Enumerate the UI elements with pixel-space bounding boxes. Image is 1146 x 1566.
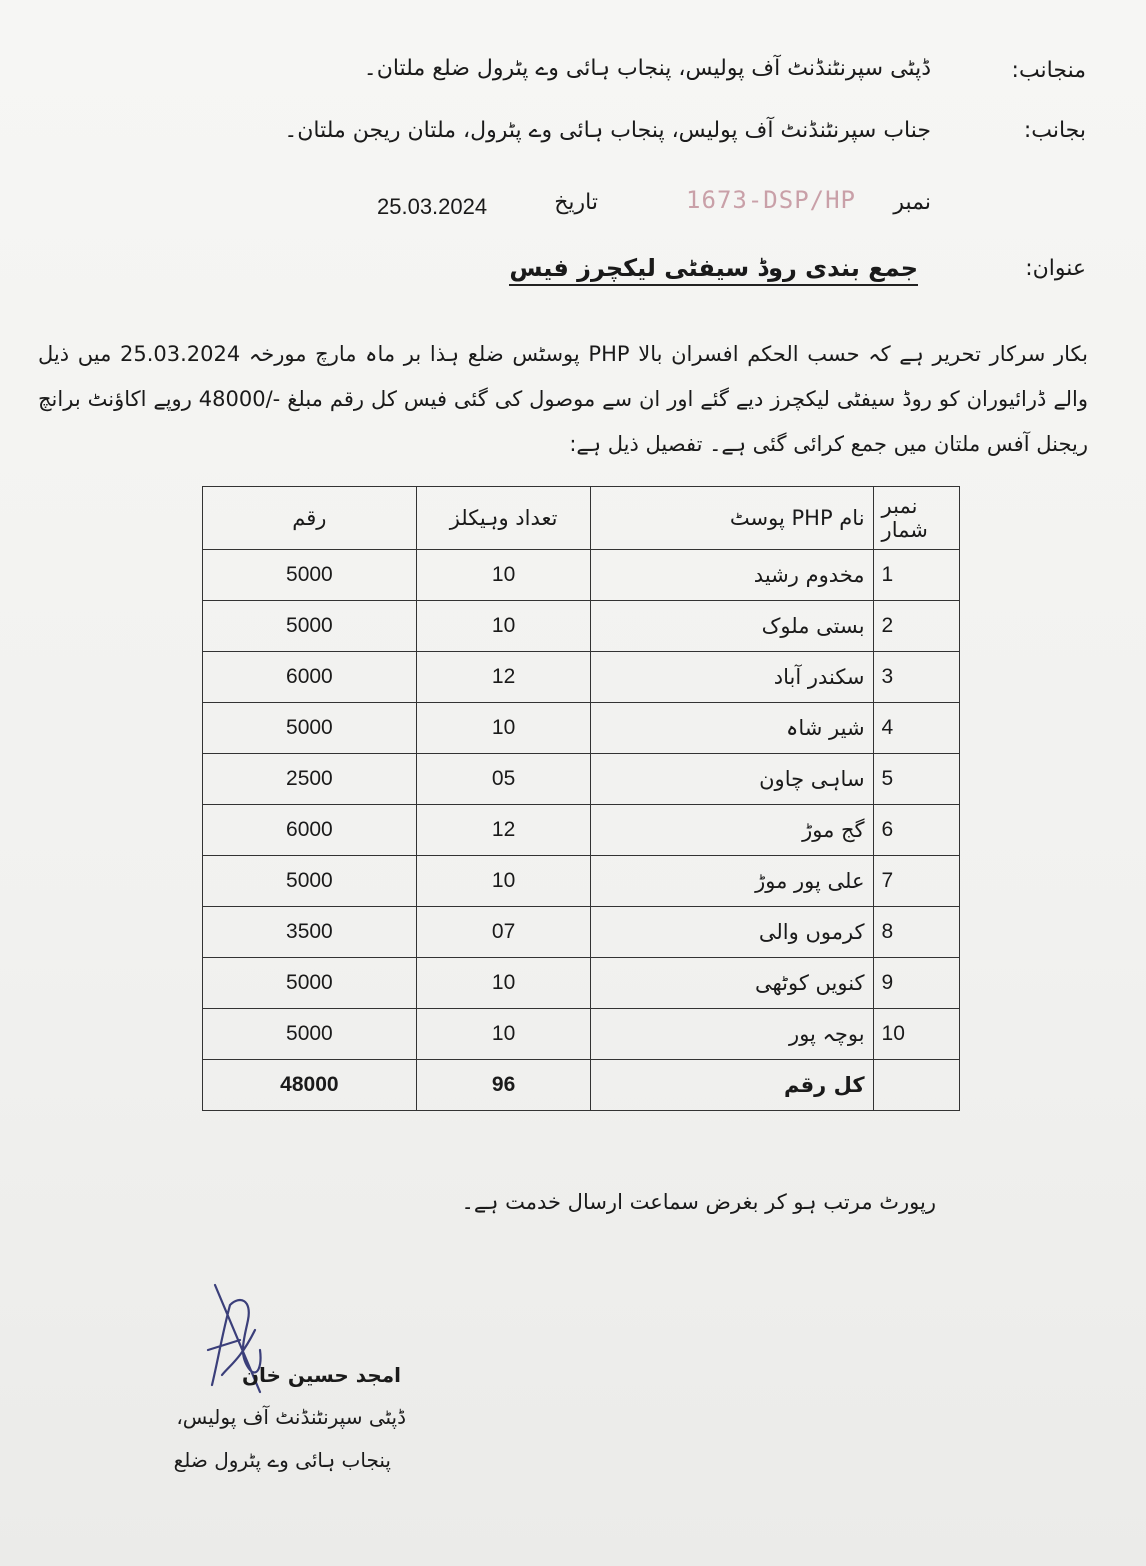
total-count: 96 (416, 1060, 591, 1111)
cell-count: 10 (416, 601, 591, 652)
date-label: تاریخ (554, 190, 598, 215)
signatory-title-line1: ڈپٹی سپرنٹنڈنٹ آف پولیس، (176, 1405, 406, 1429)
signatory-name: امجد حسین خان (241, 1363, 401, 1387)
table-row (203, 1009, 960, 1060)
cell-count: 10 (416, 856, 591, 907)
table-row (203, 652, 960, 703)
cell-post: بوچہ پور (591, 1009, 873, 1060)
cell-amount: 5000 (203, 1009, 417, 1060)
cell-post: بستی ملوک (591, 601, 873, 652)
cell-count: 12 (416, 652, 591, 703)
cell-post: شیر شاہ (591, 703, 873, 754)
cell-count: 07 (416, 907, 591, 958)
cell-serial: 4 (873, 703, 959, 754)
cell-amount: 5000 (203, 958, 417, 1009)
date-value: 25.03.2024 (377, 194, 488, 219)
cell-amount: 5000 (203, 703, 417, 754)
cell-serial: 2 (873, 601, 959, 652)
cell-post: سکندر آباد (591, 652, 873, 703)
cell-amount: 5000 (203, 601, 417, 652)
cell-serial: 5 (873, 754, 959, 805)
header-count: تعداد وہیکلز (416, 487, 591, 550)
cell-post: علی پور موڑ (591, 856, 873, 907)
cell-serial: 9 (873, 958, 959, 1009)
to-text: جناب سپرنٹنڈنٹ آف پولیس، پنجاب ہائی وے پٹرول، ملتان ریجن ملتان۔ (284, 118, 931, 143)
cell-amount: 2500 (203, 754, 417, 805)
cell-empty (873, 1060, 959, 1111)
cell-serial: 8 (873, 907, 959, 958)
reference-number: 1673-DSP/HP (686, 186, 856, 214)
cell-post: ساہی چاون (591, 754, 873, 805)
signatory-title-line2: پنجاب ہائی وے پٹرول ضلع (173, 1448, 391, 1472)
cell-serial: 10 (873, 1009, 959, 1060)
cell-count: 10 (416, 550, 591, 601)
cell-amount: 6000 (203, 652, 417, 703)
header-serial: نمبر شمار (873, 487, 959, 550)
closing-line: رپورٹ مرتب ہو کر بغرض سماعت ارسال خدمت ہے۔ (461, 1190, 936, 1214)
table-row (203, 805, 960, 856)
cell-count: 10 (416, 1009, 591, 1060)
header-post: نام PHP پوسٹ (591, 487, 873, 550)
from-text: ڈپٹی سپرنٹنڈنٹ آف پولیس، پنجاب ہائی وے پٹرول ضلع ملتان۔ (363, 56, 931, 81)
total-row (203, 1060, 960, 1111)
cell-amount: 6000 (203, 805, 417, 856)
cell-count: 12 (416, 805, 591, 856)
cell-serial: 7 (873, 856, 959, 907)
table-row (203, 550, 960, 601)
table-row (203, 856, 960, 907)
cell-count: 10 (416, 958, 591, 1009)
table-row (203, 601, 960, 652)
table-row (203, 754, 960, 805)
cell-amount: 5000 (203, 550, 417, 601)
body-paragraph: بکار سرکار تحریر ہے کہ حسب الحکم افسران بالا PHP پوسٹس ضلع ہذا بر ماہ مارچ مورخہ 25.03.2024 میں ذیل والے ڈرائیوران کو روڈ سیفٹی لیکچرز دیے گئے اور ان سے موصول کی گئی فیس کل رقم مبلغ -/48000 روپے اکاؤنٹ برانچ ریجنل آفس ملتان میں جمع کرائی گئی ہے۔ تفصیل ذیل ہے: (38, 342, 1088, 456)
to-label: بجانب: (1023, 118, 1086, 143)
table-row (203, 703, 960, 754)
cell-amount: 3500 (203, 907, 417, 958)
total-amount: 48000 (203, 1060, 417, 1111)
table-row (203, 907, 960, 958)
cell-count: 05 (416, 754, 591, 805)
from-label: منجانب: (1011, 58, 1086, 83)
table-row (203, 958, 960, 1009)
table-header-row (203, 487, 960, 550)
reference-label: نمبر (893, 190, 931, 215)
cell-post: کرموں والی (591, 907, 873, 958)
cell-serial: 6 (873, 805, 959, 856)
cell-post: گج موڑ (591, 805, 873, 856)
total-label: کل رقم (591, 1060, 873, 1111)
cell-serial: 1 (873, 550, 959, 601)
header-amount: رقم (203, 487, 417, 550)
cell-post: کنویں کوٹھی (591, 958, 873, 1009)
cell-serial: 3 (873, 652, 959, 703)
fee-table (202, 486, 960, 1111)
cell-post: مخدوم رشید (591, 550, 873, 601)
cell-count: 10 (416, 703, 591, 754)
subject-label: عنوان: (1025, 256, 1086, 281)
subject-text: جمع بندی روڈ سیفٹی لیکچرز فیس (509, 254, 918, 286)
cell-amount: 5000 (203, 856, 417, 907)
